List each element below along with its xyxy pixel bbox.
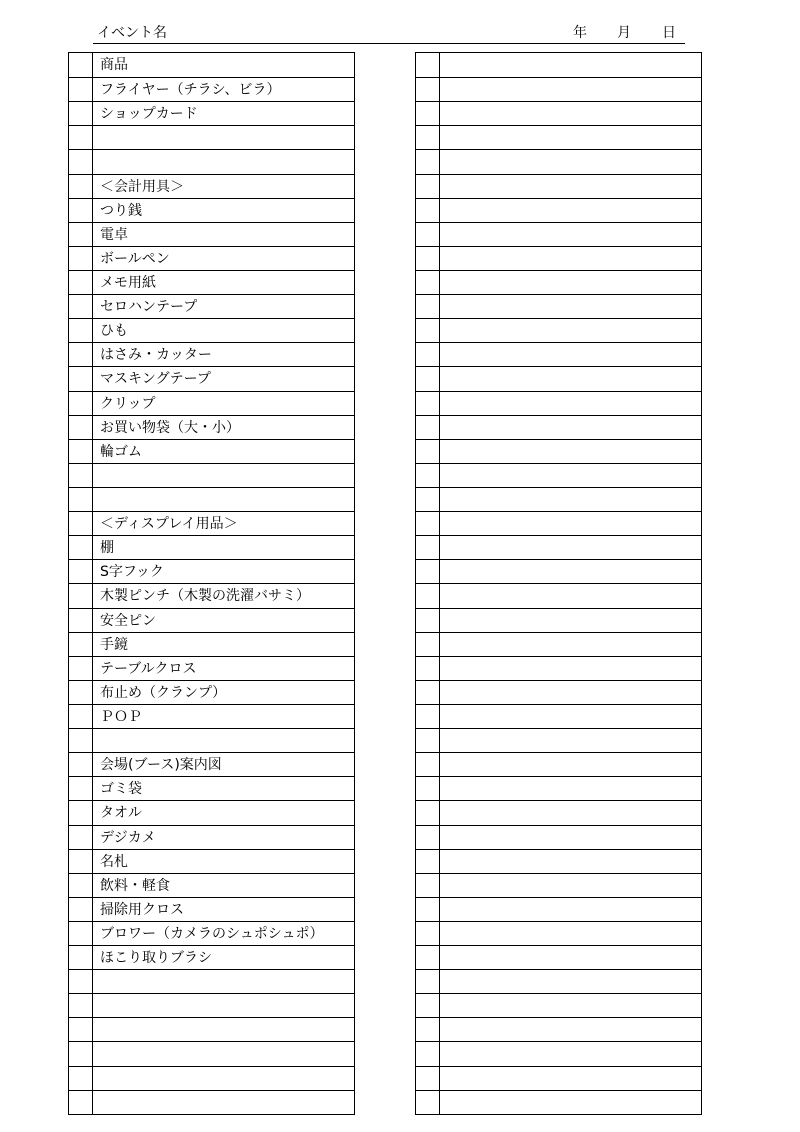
left-checklist-row — [69, 198, 354, 222]
right-checklist-row — [416, 270, 701, 294]
left-checklist-row — [69, 776, 354, 800]
year-label: 年 — [573, 25, 587, 41]
check-cell — [69, 53, 93, 77]
check-cell — [416, 223, 440, 246]
right-checklist-row — [416, 391, 701, 415]
check-cell — [416, 801, 440, 824]
item-cell: デジカメ — [100, 829, 156, 846]
check-cell — [69, 922, 93, 945]
check-cell — [69, 1018, 93, 1041]
item-cell — [440, 898, 701, 921]
item-cell — [93, 970, 354, 993]
left-checklist-row — [69, 1017, 354, 1041]
check-cell — [416, 922, 440, 945]
check-cell — [69, 223, 93, 246]
right-checklist-row — [416, 559, 701, 583]
check-cell — [416, 1018, 440, 1041]
item-cell — [93, 1042, 354, 1065]
check-cell — [416, 536, 440, 559]
item-cell — [440, 416, 701, 439]
right-checklist-row — [416, 1017, 701, 1041]
check-cell — [416, 874, 440, 897]
item-cell: セロハンテープ — [100, 299, 198, 316]
left-checklist-row — [69, 680, 354, 704]
item-cell — [440, 633, 701, 656]
right-checklist-row — [416, 800, 701, 824]
right-checklist-row — [416, 825, 701, 849]
check-cell — [69, 850, 93, 873]
item-cell — [440, 126, 701, 149]
check-cell — [416, 247, 440, 270]
right-checklist-row — [416, 1090, 701, 1114]
right-checklist-row — [416, 318, 701, 342]
item-cell: ＰＯＰ — [100, 708, 142, 725]
item-cell: メモ用紙 — [100, 274, 156, 291]
right-checklist-table — [415, 52, 702, 1115]
item-cell — [440, 970, 701, 993]
item-cell — [440, 705, 701, 728]
item-cell — [93, 1018, 354, 1041]
item-cell: ひも — [100, 323, 128, 340]
item-cell — [440, 850, 701, 873]
left-checklist-row — [69, 463, 354, 487]
check-cell — [416, 970, 440, 993]
check-cell — [69, 175, 93, 198]
right-checklist-row — [416, 728, 701, 752]
item-cell — [440, 922, 701, 945]
left-checklist-row — [69, 656, 354, 680]
header-underline — [93, 43, 685, 44]
item-cell — [440, 1042, 701, 1065]
check-cell — [416, 175, 440, 198]
left-checklist-row — [69, 270, 354, 294]
right-checklist-row — [416, 463, 701, 487]
item-cell: ショップカード — [100, 106, 198, 123]
left-checklist-row — [69, 993, 354, 1017]
check-cell — [69, 584, 93, 607]
item-cell — [93, 994, 354, 1017]
item-cell: はさみ・カッター — [100, 347, 212, 364]
left-checklist-row — [69, 800, 354, 824]
check-cell — [69, 801, 93, 824]
item-cell — [440, 777, 701, 800]
item-cell — [440, 874, 701, 897]
item-cell: クリップ — [100, 395, 156, 412]
item-cell — [440, 343, 701, 366]
check-cell — [69, 536, 93, 559]
right-checklist-row — [416, 198, 701, 222]
right-checklist-row — [416, 487, 701, 511]
check-cell — [69, 319, 93, 342]
item-cell: ゴミ袋 — [100, 781, 142, 798]
left-checklist-row — [69, 632, 354, 656]
right-checklist-row — [416, 125, 701, 149]
item-cell — [440, 53, 701, 77]
item-cell: 電卓 — [100, 226, 128, 243]
item-cell: お買い物袋（大・小） — [100, 419, 240, 436]
item-cell: ＜ディスプレイ用品＞ — [100, 516, 238, 533]
item-cell — [93, 1067, 354, 1090]
left-checklist-row — [69, 342, 354, 366]
right-checklist-row — [416, 174, 701, 198]
check-cell — [69, 488, 93, 511]
left-checklist-row — [69, 511, 354, 535]
right-checklist-row — [416, 608, 701, 632]
event-name-label: イベント名 — [97, 25, 167, 41]
item-cell — [440, 223, 701, 246]
check-cell — [416, 729, 440, 752]
right-checklist-row — [416, 101, 701, 125]
right-checklist-row — [416, 921, 701, 945]
left-checklist-row — [69, 945, 354, 969]
right-checklist-row — [416, 776, 701, 800]
right-checklist-row — [416, 294, 701, 318]
item-cell: ブロワー（カメラのシュポシュポ） — [100, 925, 324, 942]
item-cell: ＜会計用具＞ — [100, 178, 184, 195]
item-cell: フライヤー（チラシ、ビラ） — [100, 82, 281, 99]
item-cell — [440, 826, 701, 849]
check-cell — [416, 946, 440, 969]
check-cell — [416, 584, 440, 607]
check-cell — [416, 705, 440, 728]
check-cell — [416, 78, 440, 101]
item-cell — [440, 319, 701, 342]
check-cell — [416, 295, 440, 318]
left-checklist-row — [69, 222, 354, 246]
left-checklist-row — [69, 921, 354, 945]
left-checklist-row — [69, 897, 354, 921]
check-cell — [416, 753, 440, 776]
check-cell — [69, 1091, 93, 1114]
right-checklist-row — [416, 656, 701, 680]
check-cell — [416, 777, 440, 800]
left-checklist-row — [69, 415, 354, 439]
check-cell — [416, 1091, 440, 1114]
check-cell — [416, 609, 440, 632]
item-cell — [440, 464, 701, 487]
check-cell — [69, 753, 93, 776]
check-cell — [69, 633, 93, 656]
left-checklist-row — [69, 439, 354, 463]
right-checklist-row — [416, 366, 701, 390]
right-checklist-row — [416, 583, 701, 607]
item-cell — [440, 994, 701, 1017]
right-checklist-row — [416, 897, 701, 921]
month-label: 月 — [617, 25, 631, 41]
right-checklist-row — [416, 993, 701, 1017]
check-cell — [69, 512, 93, 535]
item-cell — [440, 1067, 701, 1090]
check-cell — [69, 1042, 93, 1065]
check-cell — [69, 367, 93, 390]
check-cell — [416, 150, 440, 173]
check-cell — [416, 271, 440, 294]
item-cell: ほこり取りブラシ — [100, 950, 212, 967]
left-checklist-row — [69, 246, 354, 270]
check-cell — [416, 440, 440, 463]
check-cell — [69, 1067, 93, 1090]
right-checklist-row — [416, 342, 701, 366]
check-cell — [69, 609, 93, 632]
check-cell — [416, 633, 440, 656]
right-checklist-row — [416, 53, 701, 77]
left-checklist-row — [69, 1090, 354, 1114]
left-checklist-row — [69, 1041, 354, 1065]
left-checklist-row — [69, 487, 354, 511]
check-cell — [69, 271, 93, 294]
item-cell — [440, 102, 701, 125]
item-cell: 飲料・軽食 — [100, 877, 170, 894]
right-checklist-row — [416, 415, 701, 439]
left-checklist-row — [69, 366, 354, 390]
item-cell: テーブルクロス — [100, 660, 197, 677]
left-checklist-row — [69, 294, 354, 318]
left-checklist-row — [69, 149, 354, 173]
left-checklist-row — [69, 969, 354, 993]
item-cell — [440, 175, 701, 198]
item-cell — [440, 199, 701, 222]
left-checklist-row — [69, 53, 354, 77]
check-cell — [69, 295, 93, 318]
item-cell — [440, 584, 701, 607]
right-checklist-row — [416, 77, 701, 101]
check-cell — [416, 681, 440, 704]
right-checklist-row — [416, 632, 701, 656]
right-checklist-row — [416, 704, 701, 728]
check-cell — [416, 850, 440, 873]
right-checklist-row — [416, 222, 701, 246]
right-checklist-row — [416, 246, 701, 270]
right-checklist-row — [416, 849, 701, 873]
item-cell — [440, 1091, 701, 1114]
right-checklist-row — [416, 969, 701, 993]
item-cell: 安全ピン — [100, 612, 156, 629]
check-cell — [69, 657, 93, 680]
right-checklist-row — [416, 680, 701, 704]
item-cell — [440, 440, 701, 463]
left-checklist-row — [69, 125, 354, 149]
item-cell — [440, 392, 701, 415]
check-cell — [416, 102, 440, 125]
right-checklist-row — [416, 1041, 701, 1065]
left-checklist-row — [69, 752, 354, 776]
check-cell — [416, 343, 440, 366]
check-cell — [69, 729, 93, 752]
item-cell: 掃除用クロス — [100, 901, 184, 918]
check-cell — [416, 126, 440, 149]
check-cell — [69, 874, 93, 897]
check-cell — [416, 994, 440, 1017]
check-cell — [416, 416, 440, 439]
item-cell: S字フック — [100, 564, 164, 581]
left-checklist-row — [69, 174, 354, 198]
item-cell — [440, 512, 701, 535]
right-checklist-row — [416, 873, 701, 897]
check-cell — [69, 464, 93, 487]
item-cell — [440, 801, 701, 824]
left-checklist-row — [69, 535, 354, 559]
item-cell: タオル — [100, 805, 142, 822]
check-cell — [69, 416, 93, 439]
item-cell: 布止め（クランプ） — [100, 684, 227, 701]
check-cell — [69, 150, 93, 173]
day-label: 日 — [662, 25, 676, 41]
check-cell — [416, 53, 440, 77]
item-cell: ボールペン — [100, 250, 170, 267]
check-cell — [416, 199, 440, 222]
check-cell — [69, 78, 93, 101]
left-checklist-row — [69, 704, 354, 728]
item-cell — [440, 729, 701, 752]
item-cell: 商品 — [100, 57, 128, 73]
check-cell — [69, 560, 93, 583]
check-cell — [416, 1067, 440, 1090]
item-cell — [440, 1018, 701, 1041]
item-cell — [440, 150, 701, 173]
left-checklist-row — [69, 77, 354, 101]
check-cell — [69, 440, 93, 463]
item-cell: 輪ゴム — [100, 443, 142, 460]
check-cell — [416, 657, 440, 680]
check-cell — [416, 488, 440, 511]
left-checklist-row — [69, 1066, 354, 1090]
check-cell — [416, 367, 440, 390]
check-cell — [416, 898, 440, 921]
check-cell — [69, 681, 93, 704]
item-cell — [93, 729, 354, 752]
item-cell — [440, 681, 701, 704]
item-cell — [93, 488, 354, 511]
right-checklist-row — [416, 149, 701, 173]
item-cell — [440, 488, 701, 511]
item-cell — [440, 657, 701, 680]
item-cell: 名札 — [100, 853, 128, 870]
left-checklist-row — [69, 728, 354, 752]
check-cell — [69, 102, 93, 125]
check-cell — [416, 464, 440, 487]
item-cell — [440, 536, 701, 559]
left-checklist-row — [69, 608, 354, 632]
check-cell — [416, 826, 440, 849]
check-cell — [69, 705, 93, 728]
right-checklist-row — [416, 439, 701, 463]
check-cell — [69, 247, 93, 270]
check-cell — [69, 126, 93, 149]
item-cell — [440, 753, 701, 776]
right-checklist-row — [416, 945, 701, 969]
item-cell — [93, 126, 354, 149]
check-cell — [416, 392, 440, 415]
left-checklist-table — [68, 52, 355, 1115]
left-checklist-row — [69, 849, 354, 873]
left-checklist-row — [69, 391, 354, 415]
check-cell — [69, 826, 93, 849]
check-cell — [416, 1042, 440, 1065]
item-cell — [440, 367, 701, 390]
right-checklist-row — [416, 1066, 701, 1090]
left-checklist-row — [69, 825, 354, 849]
item-cell: 棚 — [100, 540, 114, 557]
check-cell — [416, 512, 440, 535]
check-cell — [69, 343, 93, 366]
check-cell — [69, 777, 93, 800]
item-cell: 会場(ブース)案内図 — [100, 757, 222, 774]
item-cell: 手鏡 — [100, 636, 128, 653]
check-cell — [69, 994, 93, 1017]
item-cell — [440, 946, 701, 969]
item-cell — [93, 1091, 354, 1114]
item-cell — [93, 150, 354, 173]
item-cell: つり銭 — [100, 202, 142, 219]
item-cell — [440, 78, 701, 101]
right-checklist-row — [416, 511, 701, 535]
left-checklist-row — [69, 583, 354, 607]
check-cell — [69, 392, 93, 415]
item-cell — [440, 609, 701, 632]
check-cell — [416, 319, 440, 342]
right-checklist-row — [416, 535, 701, 559]
left-checklist-row — [69, 318, 354, 342]
check-cell — [69, 970, 93, 993]
check-cell — [69, 946, 93, 969]
check-cell — [69, 199, 93, 222]
item-cell — [440, 247, 701, 270]
check-cell — [416, 560, 440, 583]
item-cell: 木製ピンチ（木製の洗濯バサミ） — [100, 588, 310, 605]
item-cell — [93, 464, 354, 487]
left-checklist-row — [69, 101, 354, 125]
item-cell — [440, 295, 701, 318]
item-cell: マスキングテープ — [100, 371, 211, 388]
right-checklist-row — [416, 752, 701, 776]
left-checklist-row — [69, 873, 354, 897]
item-cell — [440, 271, 701, 294]
check-cell — [69, 898, 93, 921]
item-cell — [440, 560, 701, 583]
left-checklist-row — [69, 559, 354, 583]
